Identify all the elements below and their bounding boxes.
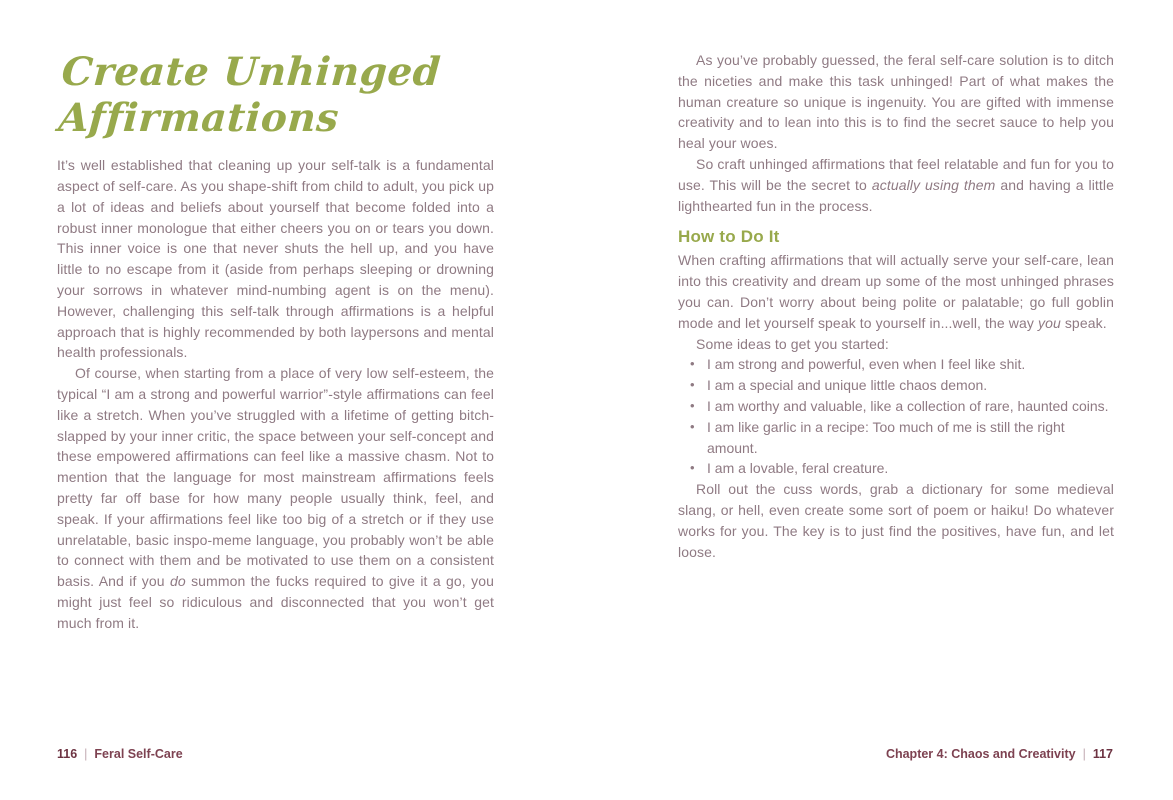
footer-divider: | [84,747,88,761]
footer-left [57,747,183,761]
paragraph: As you’ve probably guessed, the feral self-care solution is to ditch the niceties and make this task unhinged! Part of what makes the human creature so unique is ingenuity. You are gifted with immense creativity and to lean into this is to find the secret sauce to help you heal your woes. [678,52,1114,152]
how-to-do-it-heading: How to Do It [678,227,780,247]
footer-right [886,747,1113,761]
affirmation-list [678,354,1114,479]
page-number-left: 116 [57,747,78,761]
left-page [57,50,494,634]
list-item: • I am a lovable, feral creature. [690,458,1114,479]
book-title: Feral Self-Care [94,747,183,761]
list-item: • I am worthy and valuable, like a collection of rare, haunted coins. [690,396,1114,417]
section-title-line-1: Create Unhinged [60,49,443,95]
paragraph: It’s well established that cleaning up your self-talk is a fundamental aspect of self-care. As you shape-shift from child to adult, you pick up a lot of ideas and beliefs about yourself that become folded into a robust inner monologue that either cheers you on or tears you down. This inner voice is one that never shuts the hell up, and you have little to no escape from it (aside from perhaps sleeping or drowning your sorrows in whatever mind-numbing agent is on the menu). However, challenging this self-talk through affirmations is a helpful approach that is highly recommended by both laypersons and mental health professionals. [57,157,494,361]
list-item: • I am a special and unique little chaos demon. [690,375,1114,396]
page-number-right: 117 [1092,747,1113,761]
right-page [678,50,1114,562]
list-intro: Some ideas to get you started: [696,335,889,352]
list-item: • I am like garlic in a recipe: Too much of me is still the right amount. [690,417,1114,459]
section-title-line-2: Affirmations [57,94,341,141]
paragraph: Of course, when starting from a place of very low self-esteem, the typical “I am a strong and powerful warrior”-style affirmations can feel like a stretch. When you’ve struggled with a lifetime of getting bitch-slapped by your inner critic, the space between your self-concept and these empowered affirmations can feel like a massive chasm. Not to mention that the language for most mainstream affirmations feels pretty far off base for how many people usually think, feel, and speak. If your affirmations feel like too big of a stretch or if they use unrelatable, basic inspo-meme language, you probably won’t be able to connect with them and be motivated to use them on a consistent basis. And if you do summon the fucks required to give it a go, you might just feel so ridiculous and disconnected that you won’t get much from it. [57,365,494,631]
list-item: • I am strong and powerful, even when I feel like shit. [690,354,1114,375]
paragraph: So craft unhinged affirmations that feel relatable and fun for you to use. This will be the secret to actually using them and having a little lighthearted fun in the process. [678,155,1114,214]
footer-divider: | [1082,747,1086,761]
paragraph: When crafting affirmations that will actually serve your self-care, lean into this creativity and dream up some of the most unhinged phrases you can. Don’t worry about being polite or palatable; go full goblin mode and let yourself speak to yourself in...well, the way you speak. [678,252,1114,331]
section-title [57,50,500,141]
paragraph: Roll out the cuss words, grab a dictionary for some medieval slang, or hell, even create some sort of poem or haiku! Do whatever works for you. The key is to just find the positives, have fun, and let loose. [678,481,1114,560]
chapter-title: Chapter 4: Chaos and Creativity [885,747,1076,761]
